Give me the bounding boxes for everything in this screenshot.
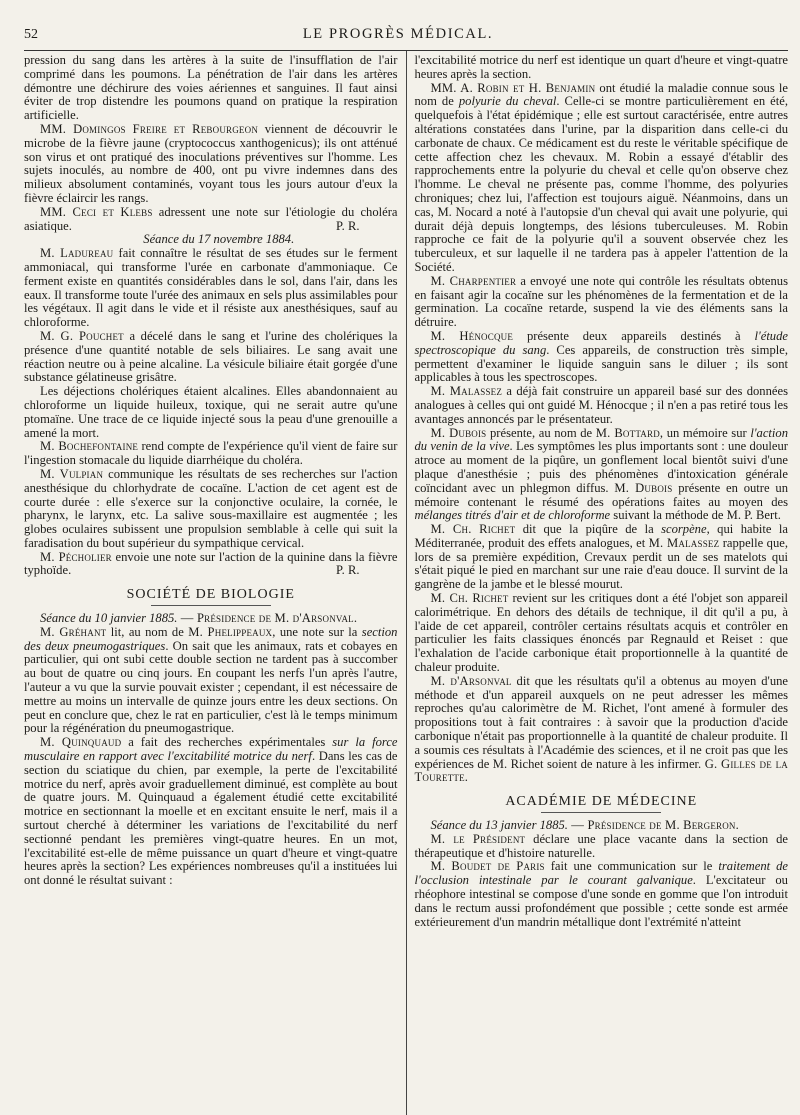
section-title: SOCIÉTÉ DE BIOLOGIE [24,588,398,606]
author-name: M. Quinquaud [40,735,122,750]
page-number: 52 [24,27,38,42]
right-column [407,51,789,1115]
paragraph: M. Boudet de Paris fait une communication sur le traitement de l'occlusion intestinale par le courant galvanique. L'excitateur ou rhéophore intestinal se compose d'une sonde en gomme que l'on introduit dans le rectum aussi profondément que possible ; cette sonde est armée extérieurement d'un mandrin métallique dont l'extrémité n'atteint [414,859,788,929]
section-rule [541,812,661,813]
paragraph: M. Pécholier envoie une note sur l'action de la quinine dans la fièvre typhoïde. P. R. [24,549,398,578]
paragraph: M. Quinquaud a fait des recherches expérimentales sur la force musculaire en rapport avec l'excitabilité motrice du nerf. Dans les cas de section du sciatique du chien, par exemple, la perte de l'excitabilité motrice du nerf, après avoir graduellement diminué, est complète au bout de quatre jours. M. Quinquaud a également étudié cette excitabilité motrice en sectionnant la moelle et en excitant ensuite le nerf, mais il a surtout cherché à déterminer les variations de l'excitabilité du nerf sectionné pendant les premières vingt-quatre heures. En un mot, l'excitabilité est-elle de même puissance un quart d'heure et vingt-quatre heures après la section? Les expériences nombreuses qu'il a instituées lui ont donné le résultat suivant : [24,735,398,888]
paragraph: M. Ch. Richet dit que la piqûre de la scorpène, qui habite la Méditerranée, produit des effets analogues, et M. Malassez rappelle que, lors de sa première expédition, Crevaux perdit un de ses matelots qui s'était piqué le pied en marchant sur une raie d'eau douce. Il survint de la gangrène de la jambe et le blessé mourut. [414,522,788,592]
paragraph: M. Malassez a déjà fait construire un appareil basé sur des données analogues à celles qui ont guidé M. Hénocque ; il n'en a pas retiré tous les avantages annoncés par le présentateur. [414,384,788,426]
author-name: M. Ch. Richet [430,591,509,606]
author-name: M. Ch. Richet [430,522,516,537]
author-name: M. Charpentier [430,273,517,288]
paragraph: M. Ch. Richet revient sur les critiques dont a été l'objet son appareil calorimétrique. En dehors des détails de technique, il dit qu'il a pu, à l'aide de cet appareil, contrôler certains résultats acquis et contrôler en particulier les faits classiques énoncés par Regnauld et Reiset : que l'exhalation de l'acide carbonique était proportionnelle à la quantité de chaleur produite. [414,591,788,675]
page-header [24,26,788,46]
article-columns [24,51,788,1115]
paragraph: M. Bochefontaine rend compte de l'expérience qu'il vient de faire sur l'ingestion stomacale du liquide diarrhéique du choléra. [24,439,398,468]
author-names: MM. Ceci et Klebs [40,204,153,219]
paragraph: pression du sang dans les artères à la suite de l'insufflation de l'air comprimé dans les poumons. La pénétration de l'air dans les artères démontre une déchirure des voies aériennes et sanguines. Il faut ainsi éviter de trop distendre les poumons quand on pratique la respiration artificielle. [24,53,398,123]
signature: G. Gilles de la Tourette. [414,756,788,785]
signature: P. R. [336,218,360,233]
author-name: M. Hénocque [430,328,514,343]
author-names: MM. A. Robin et H. Benjamin [430,80,596,95]
paragraph: M. d'Arsonval dit que les résultats qu'il a obtenus au moyen d'une méthode et d'un appareil auxquels on ne peut adresser les mêmes reproches qu'au calorimètre de M. Richet, l'ont amené à formuler des propositions tout à fait contraires : à savoir que la production d'acide carbonique n'était pas proportionnelle à la quantité de chaleur produite. Il a soumis ces résultats à l'Académie des sciences, et il ne croit pas que les expériences de M. Richet soient de nature à les infirmer. G. Gilles de la Tourette. [414,673,788,785]
author-name: M. G. Pouchet [40,328,124,343]
paragraph: M. Dubois présente, au nom de M. Bottard, un mémoire sur l'action du venin de la vive. Les symptômes les plus importants sont : une douleur atroce au moment de la piqûre, un gonflement local bientôt suivi d'une plaque d'anesthésie ; puis des phénomènes d'intoxication générale coïncidant avec un phlegmon diffus. M. Dubois présente en outre un mémoire contenant le résumé des opérations faites au moyen des mélanges titrés d'air et de chloroforme suivant la méthode de M. P. Bert. [414,425,788,523]
author-name: M. Bochefontaine [40,439,139,454]
author-name: M. Gréhant [40,624,107,639]
left-column [24,51,406,1115]
paragraph: M. Ladureau fait connaître le résultat de ses études sur le ferment ammoniacal, qui transforme l'urée en carbonate d'ammoniaque. Ce ferment existe en quantités considérables dans le sol, dans l'air, dans les eaux. Il transforme toute l'urée des animaux en sels plus assimilables pour les végétaux. Il agit dans le vide et il résiste aux anesthésiques, sauf au chloroforme. [24,246,398,330]
author-names: MM. Domingos Freire et Rebourgeon [40,121,259,136]
paragraph: M. le Président déclare une place vacante dans la section de thérapeutique et d'histoire naturelle. [414,831,788,860]
paragraph: Les déjections cholériques étaient alcalines. Elles abandonnaient au chloroforme un liquide huileux, toxique, qui ne serait autre qu'une ptomaïne. Une trace de ce liquide injecté sous la peau d'une grenouille a amené la mort. [24,384,398,440]
section-rule [151,605,271,606]
author-name: M. le Président [430,831,526,846]
author-name: M. Ladureau [40,246,114,261]
session-heading: Séance du 10 janvier 1885. — Présidence de M. d'Arsonval. [40,611,358,626]
paragraph: M. Gréhant lit, au nom de M. Phelippeaux, une note sur la section des deux pneumogastriques. On sait que les animaux, rats et cobayes en particulier, qui ont subi cette double section ne tardent pas à succomber au bout de quatre ou cinq jours. En coupant les nerfs l'un après l'autre, l'auteur a vu que la survie pouvait exister ; cependant, il est nécessaire de mettre au moins un intervalle de quinze jours entre les deux sections. On peut en conclure que, chez le rat en particulier, c'est là le temps minimum pour la régénération du pneumogastrique. [24,624,398,736]
paragraph: MM. Domingos Freire et Rebourgeon viennent de découvrir le microbe de la fièvre jaune (cryptococcus xanthogenicus); ils ont atténué son virus et ont pratiqué des inoculations préventives sur l'homme. Les sujets inoculés, au nombre de 400, ont pu vivre indemnes dans des milieux absolument contaminés, voyant tous les jours autour d'eux la fièvre éclaircir les rangs. [24,121,398,205]
author-name: M. Boudet de Paris [430,859,545,874]
paragraph: MM. Ceci et Klebs adressent une note sur l'étiologie du choléra asiatique. P. R. [24,204,398,233]
paragraph: MM. A. Robin et H. Benjamin ont étudié la maladie connue sous le nom de polyurie du cheval. Celle-ci se montre particulièrement en été, quelquefois à l'état épidémique ; elle est surtout caractérisée, entre autres altérations constatées dans l'urine, par la disparition dans celle-ci du carbonate de chaux. Ce médicament est du reste le véritable spécifique de cette affection chez les chevaux. M. Robin a essayé d'établir des rapprochements entre la polyurie du cheval et celle qu'on observe chez l'homme. Le cheval ne présente pas, comme l'homme, des polyuries chroniques; chez lui, l'affection est toujours aiguë. Néanmoins, dans un cas, M. Nocard a noté à l'autopsie d'un cheval qui avait une polyurie, qui durait déjà depuis longtemps, des lésions tuberculeuses. M. Robin rapproche ce fait de la polyurie qu'il a souvent observée chez les tuberculeux, et sur laquelle il ne tardera pas à appeler l'attention de la Société. [414,80,788,274]
paragraph: M. G. Pouchet a décelé dans le sang et l'urine des cholériques la présence d'une quantité notable de sels biliaires. Le sang avait une réaction neutre ou à peine alcaline. La vésicule biliaire était gorgée d'une substance gélatineuse grisâtre. [24,328,398,385]
journal-title: LE PROGRÈS MÉDICAL. [302,26,494,42]
paragraph: l'excitabilité motrice du nerf est identique un quart d'heure et vingt-quatre heures après la section. [414,53,788,81]
author-name: M. d'Arsonval [430,673,512,688]
author-name: M. Vulpian [40,466,104,481]
paragraph: M. Hénocque présente deux appareils destinés à l'étude spectroscopique du sang. Ces appareils, de construction très simple, permettent d'examiner le liquide sanguin sans le diluer ; ils sont applicables à tous les spectroscopes. [414,328,788,385]
author-name: M. Dubois [430,425,487,440]
paragraph: M. Charpentier a envoyé une note qui contrôle les résultats obtenus en faisant agir la cocaïne sur les phénomènes de la fermentation et de la germination. La cocaïne retarde, suspend la vie des éléments sans la détruire. [414,273,788,330]
author-name: M. Bottard [595,425,660,440]
section-title: ACADÉMIE DE MÉDECINE [415,795,789,813]
author-name: M. Phelippeaux [188,624,273,639]
author-name: M. Malassez [430,384,503,399]
signature: P. R. [336,563,360,578]
author-name: M. Malassez [648,535,720,550]
author-name: M. Pécholier [40,549,112,564]
paragraph: M. Vulpian communique les résultats de ses recherches sur l'action anesthésique du chlorhydrate de cocaïne. L'action de cet agent est de courte durée : elle s'exerce sur la conjonctive oculaire, la cornée, le pharynx, le larynx, etc. La salive sous-maxillaire est augmentée ; les globes oculaires subissent une propulsion semblable à celle qui suit la faradisation du bout supérieur du sympathique cervical. [24,466,398,550]
session-heading: Séance du 13 janvier 1885. — Présidence de M. Bergeron. [430,818,739,833]
session-heading: Séance du 17 novembre 1884. [143,232,295,247]
author-name: M. Dubois [614,480,673,495]
